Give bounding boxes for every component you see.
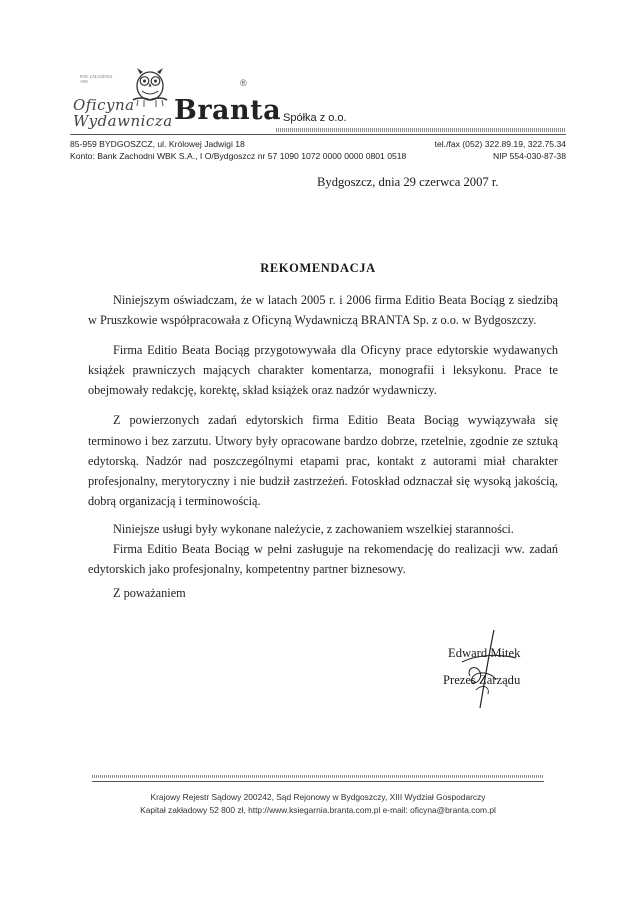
- footer-dotted-rule: [92, 775, 544, 778]
- paragraph-1: Niniejszym oświadczam, że w latach 2005 r. i 2006 firma Editio Beata Bociąg z siedzibą w Pruszkowie współpracowała z Oficyną Wydawniczą BRANTA Sp. z o.o. w Bydgoszczy.: [88, 293, 558, 328]
- logo-text-oficyna: Oficyna: [73, 96, 135, 114]
- closing-line: Z poważaniem: [113, 586, 186, 601]
- founding-note: [80, 74, 112, 84]
- footer-contact: Kapitał zakładowy 52 800 zł, http://www.ksiegarnia.branta.com.pl e-mail: oficyna@branta.com.pl: [140, 805, 496, 815]
- letter-body: [88, 290, 558, 603]
- letter-title: REKOMENDACJA: [260, 261, 376, 275]
- company-nip: NIP 554-030-87-38: [493, 151, 566, 161]
- header-rule: [70, 134, 566, 135]
- paragraph-3: Z powierzonych zadań edytorskich firma Editio Beata Bociąg wywiązywała się terminowo i bez zarzutu. Utwory były opracowane bardzo dobrze, rzetelnie, zgodnie ze sztuką edytorską. Nadzór nad poszczególnymi etapami prac, kontakt z autorami miał charakter profesjonalny, merytoryczny i nie budził zastrzeżeń. Fotoskład odznaczał się wysoką jakością, dobrą organizacją i terminowością.: [88, 413, 558, 508]
- logo-brand-name: Branta: [174, 95, 282, 126]
- footer-registry: Krajowy Rejestr Sądowy 200242, Sąd Rejonowy w Bydgoszczy, XIII Wydział Gospodarczy: [150, 792, 486, 802]
- founding-note-line-1: POR. ZAŁOŻENIA: [80, 74, 113, 79]
- place-date: Bydgoszcz, dnia 29 czerwca 2007 r.: [317, 175, 499, 189]
- paragraph-2: Firma Editio Beata Bociąg przygotowywała dla Oficyny prace edytorskie wydawanych książek prawniczych mających charakter komentarza, monografii i leksykonu. Prace te obejmowały redakcję, korektę, skład książek oraz nadzór wydawniczy.: [88, 343, 558, 398]
- company-bank-account: Konto: Bank Zachodni WBK S.A., I O/Bydgoszcz nr 57 1090 1072 0000 0000 0801 0518: [70, 151, 407, 161]
- founding-note-line-2: 1995: [80, 79, 88, 84]
- registered-mark: ®: [240, 78, 247, 88]
- company-phone-fax: tel./fax (052) 322.89.19, 322.75.34: [434, 139, 566, 149]
- signatory-name: Edward Mitek: [448, 646, 521, 660]
- footer-rule: [92, 781, 544, 782]
- signatory-title: Prezes Zarządu: [443, 673, 521, 687]
- header-dotted-rule: [276, 128, 566, 132]
- company-type: Spółka z o.o.: [283, 112, 347, 124]
- handwritten-signature-icon: [450, 628, 530, 710]
- paragraph-5: Firma Editio Beata Bociąg w pełni zasługuje na rekomendację do realizacji ww. zadań edytorskich jako profesjonalny, kompetentny partner biznesowy.: [88, 542, 558, 577]
- logo-text-wydawnicza: Wydawnicza: [73, 112, 173, 130]
- paragraph-4: Niniejsze usługi były wykonane należycie, z zachowaniem wszelkiej staranności.: [113, 521, 514, 536]
- company-address: 85-959 BYDGOSZCZ, ul. Królowej Jadwigi 18: [70, 139, 245, 149]
